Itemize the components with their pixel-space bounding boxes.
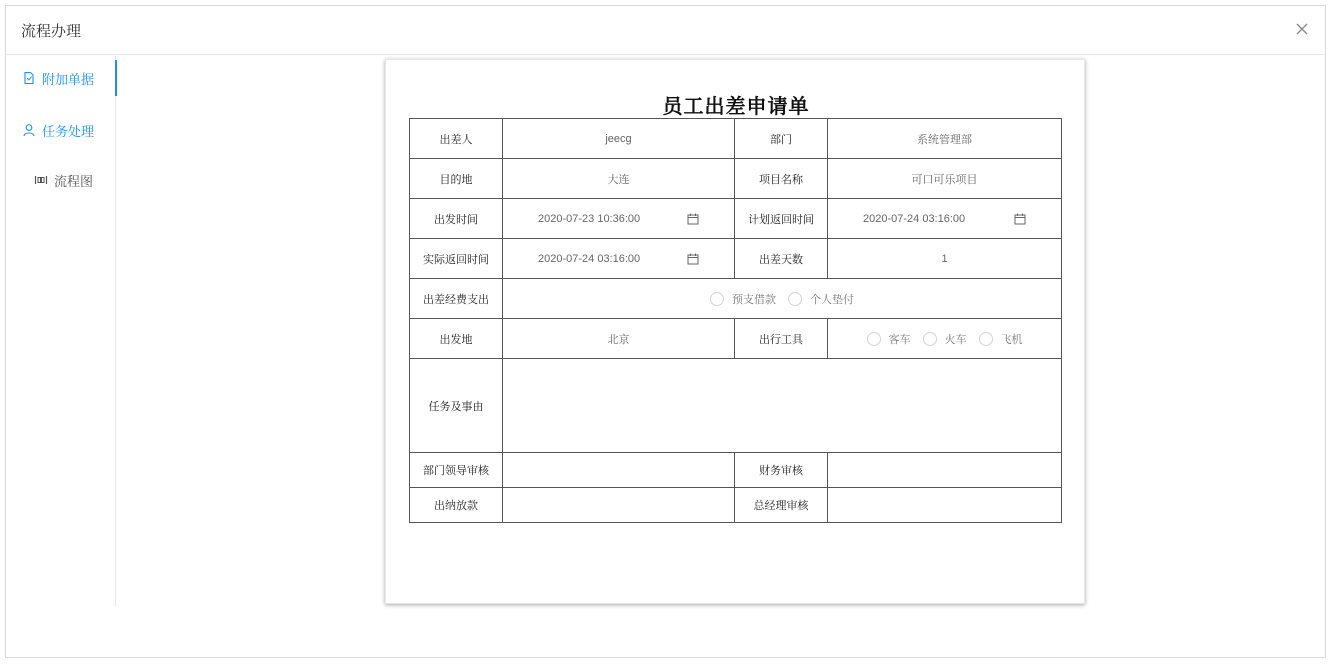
file-icon (22, 71, 36, 85)
label-cashier: 出纳放款 (410, 488, 503, 523)
actual-return-value: 2020-07-24 03:16:00 (538, 252, 641, 265)
radio-label: 飞机 (1000, 333, 1023, 346)
transport-radio-cell (828, 319, 1062, 359)
label-traveler: 出差人 (410, 119, 503, 159)
table-row (410, 119, 1062, 159)
radio-circle (788, 292, 802, 306)
traveler-value[interactable]: jeecg (503, 119, 735, 159)
label-gm-review: 总经理审核 (735, 488, 828, 523)
label-task: 任务及事由 (410, 359, 503, 453)
label-department: 部门 (735, 119, 828, 159)
label-transport: 出行工具 (735, 319, 828, 359)
radio-label: 客车 (888, 333, 911, 346)
origin-value[interactable]: 北京 (503, 319, 735, 359)
label-finance-review: 财务审核 (735, 453, 828, 488)
modal-header (6, 6, 1325, 55)
sidebar-item-label: 附加单据 (42, 71, 95, 87)
calendar-icon (687, 213, 699, 225)
table-row (410, 159, 1062, 199)
radio-label: 预支借款 (732, 293, 776, 306)
label-days: 出差天数 (735, 239, 828, 279)
radio-circle (867, 332, 881, 346)
modal-title: 流程办理 (21, 23, 82, 40)
depart-time-value: 2020-07-23 10:36:00 (538, 212, 641, 225)
user-icon (22, 123, 36, 137)
sidebar-item-label: 任务处理 (42, 123, 95, 139)
depart-time-picker[interactable] (503, 199, 735, 239)
radio-label: 个人垫付 (810, 293, 854, 306)
travel-form-table (409, 118, 1062, 523)
label-depart-time: 出发时间 (410, 199, 503, 239)
actual-return-picker[interactable] (503, 239, 735, 279)
sidebar (6, 56, 116, 606)
sidebar-item-attachments[interactable] (6, 60, 116, 96)
expense-option-advance[interactable] (710, 291, 776, 307)
table-row (410, 359, 1062, 453)
transport-option-train[interactable] (923, 331, 967, 347)
label-destination: 目的地 (410, 159, 503, 199)
table-row (410, 279, 1062, 319)
cashier-value[interactable] (503, 488, 735, 523)
radio-circle (710, 292, 724, 306)
sidebar-item-flowchart[interactable] (6, 162, 116, 198)
label-project: 项目名称 (735, 159, 828, 199)
table-row (410, 199, 1062, 239)
sidebar-item-task[interactable] (6, 112, 116, 148)
label-dept-review: 部门领导审核 (410, 453, 503, 488)
task-textarea[interactable] (503, 359, 1062, 453)
plan-return-picker[interactable] (828, 199, 1062, 239)
expense-radio-group (503, 291, 1061, 307)
destination-value[interactable]: 大连 (503, 159, 735, 199)
table-row (410, 488, 1062, 523)
close-button[interactable] (1291, 18, 1313, 40)
form-paper (385, 59, 1085, 604)
sidebar-item-label: 流程图 (54, 173, 94, 189)
label-actual-return: 实际返回时间 (410, 239, 503, 279)
dept-review-value[interactable] (503, 453, 735, 488)
plan-return-value: 2020-07-24 03:16:00 (863, 212, 966, 225)
transport-option-plane[interactable] (979, 331, 1023, 347)
process-modal (5, 5, 1326, 658)
label-origin: 出发地 (410, 319, 503, 359)
project-value[interactable]: 可口可乐项目 (828, 159, 1062, 199)
close-icon (1291, 18, 1313, 40)
flowchart-icon (34, 173, 48, 187)
department-value[interactable]: 系统管理部 (828, 119, 1062, 159)
radio-circle (979, 332, 993, 346)
finance-review-value[interactable] (828, 453, 1062, 488)
transport-radio-group (828, 331, 1061, 347)
transport-option-bus[interactable] (867, 331, 911, 347)
gm-review-value[interactable] (828, 488, 1062, 523)
label-expense: 出差经费支出 (410, 279, 503, 319)
form-title: 员工出差申请单 (662, 96, 810, 118)
calendar-icon (687, 253, 699, 265)
table-row (410, 453, 1062, 488)
table-row (410, 239, 1062, 279)
radio-circle (923, 332, 937, 346)
calendar-icon (1014, 213, 1026, 225)
expense-option-personal[interactable] (788, 291, 854, 307)
table-row (410, 319, 1062, 359)
radio-label: 火车 (944, 333, 967, 346)
label-plan-return: 计划返回时间 (735, 199, 828, 239)
days-value[interactable]: 1 (828, 239, 1062, 279)
expense-radio-cell (503, 279, 1062, 319)
